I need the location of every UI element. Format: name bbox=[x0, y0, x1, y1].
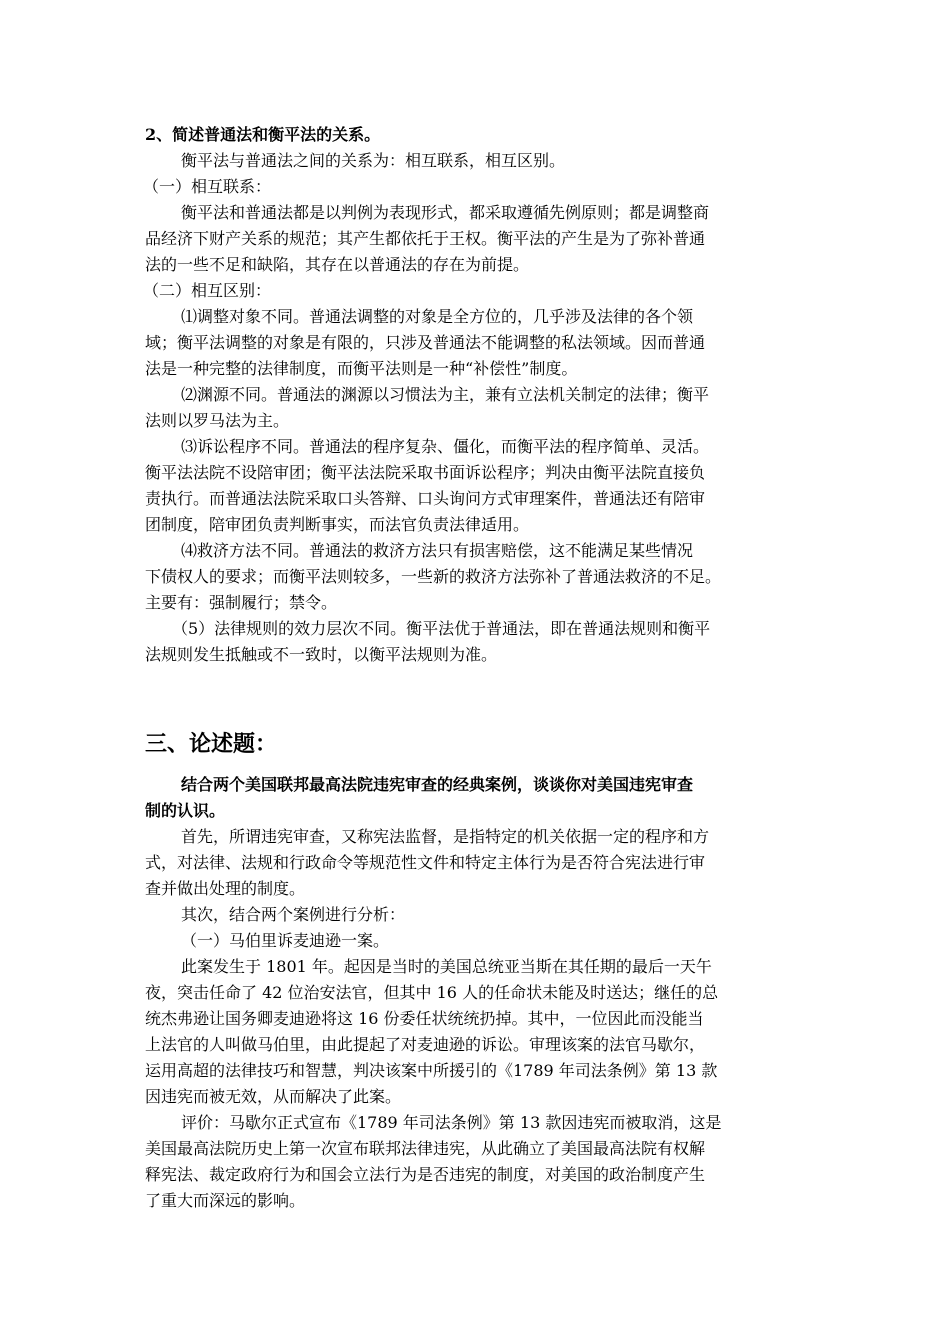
paragraph-line: 首先，所谓违宪审查，又称宪法监督，是指特定的机关依据一定的程序和方 bbox=[181, 827, 710, 846]
paragraph-line: 运用高超的法律技巧和智慧，判决该案中所援引的《1789 年司法条例》第 13 款 bbox=[145, 1061, 718, 1080]
essay-question-line: 结合两个美国联邦最高法院违宪审查的经典案例，谈谈你对美国违宪审查 bbox=[181, 775, 694, 794]
question-title: 2、简述普通法和衡平法的关系。 bbox=[145, 125, 381, 144]
paragraph-line: 主要有：强制履行；禁令。 bbox=[145, 593, 338, 612]
paragraph-line: 评价：马歇尔正式宣布《1789 年司法条例》第 13 款因违宪而被取消，这是 bbox=[181, 1113, 722, 1132]
paragraph-line: 此案发生于 1801 年。起因是当时的美国总统亚当斯在其任期的最后一天午 bbox=[181, 957, 712, 976]
paragraph-line: 团制度，陪审团负责判断事实，而法官负责法律适用。 bbox=[145, 515, 530, 534]
paragraph-line: 衡平法法院不设陪审团；衡平法法院采取书面诉讼程序；判决由衡平法院直接负 bbox=[145, 463, 706, 482]
case-heading: （一）马伯里诉麦迪逊一案。 bbox=[181, 931, 390, 950]
paragraph-line: ⑶诉讼程序不同。普通法的程序复杂、僵化，而衡平法的程序简单、灵活。 bbox=[181, 437, 710, 456]
paragraph-line: 夜，突击任命了 42 位治安法官，但其中 16 人的任命状未能及时送达；继任的总 bbox=[145, 983, 719, 1002]
paragraph-line: ⑵渊源不同。普通法的渊源以习惯法为主，兼有立法机关制定的法律；衡平 bbox=[181, 385, 710, 404]
paragraph-line: 了重大而深远的影响。 bbox=[145, 1191, 306, 1210]
paragraph-line: 域；衡平法调整的对象是有限的，只涉及普通法不能调整的私法领域。因而普通 bbox=[145, 333, 706, 352]
paragraph-line: ⑷救济方法不同。普通法的救济方法只有损害赔偿，这不能满足某些情况 bbox=[181, 541, 694, 560]
paragraph-line: 法规则发生抵触或不一致时，以衡平法规则为准。 bbox=[145, 645, 498, 664]
paragraph-line: （5）法律规则的效力层次不同。衡平法优于普通法，即在普通法规则和衡平 bbox=[172, 619, 711, 638]
paragraph-line: 查并做出处理的制度。 bbox=[145, 879, 306, 898]
paragraph-line: 上法官的人叫做马伯里，由此提起了对麦迪逊的诉讼。审理该案的法官马歇尔， bbox=[145, 1035, 706, 1054]
paragraph-line: 因违宪而被无效，从而解决了此案。 bbox=[145, 1087, 402, 1106]
essay-question-line: 制的认识。 bbox=[145, 801, 226, 820]
paragraph-line: 责执行。而普通法法院采取口头答辩、口头询问方式审理案件，普通法还有陪审 bbox=[145, 489, 706, 508]
paragraph-line: 法是一种完整的法律制度，而衡平法则是一种“补偿性”制度。 bbox=[145, 359, 578, 378]
paragraph-line: 法则以罗马法为主。 bbox=[145, 411, 290, 430]
subheading-connection: （一）相互联系： bbox=[143, 177, 272, 196]
paragraph-line: 美国最高法院历史上第一次宣布联邦法律违宪，从此确立了美国最高法院有权解 bbox=[145, 1139, 706, 1158]
paragraph-line: 衡平法和普通法都是以判例为表现形式，都采取遵循先例原则；都是调整商 bbox=[181, 203, 710, 222]
paragraph-line: 释宪法、裁定政府行为和国会立法行为是否违宪的制度，对美国的政治制度产生 bbox=[145, 1165, 706, 1184]
subheading-difference: （二）相互区别： bbox=[143, 281, 272, 300]
paragraph-line: 法的一些不足和缺陷，其存在以普通法的存在为前提。 bbox=[145, 255, 530, 274]
paragraph-line: ⑴调整对象不同。普通法调整的对象是全方位的，几乎涉及法律的各个领 bbox=[181, 307, 694, 326]
paragraph-line: 式，对法律、法规和行政命令等规范性文件和特定主体行为是否符合宪法进行审 bbox=[145, 853, 706, 872]
paragraph-line: 统杰弗逊让国务卿麦迪逊将这 16 份委任状统统扔掉。其中，一位因此而没能当 bbox=[145, 1009, 704, 1028]
paragraph-line: 品经济下财产关系的规范；其产生都依托于王权。衡平法的产生是为了弥补普通 bbox=[145, 229, 706, 248]
paragraph-line: 其次，结合两个案例进行分析： bbox=[181, 905, 406, 924]
paragraph-line: 下债权人的要求；而衡平法则较多，一些新的救济方法弥补了普通法救济的不足。 bbox=[145, 567, 722, 586]
section-heading: 三、论述题： bbox=[145, 731, 278, 757]
intro-paragraph: 衡平法与普通法之间的关系为：相互联系，相互区别。 bbox=[181, 151, 566, 170]
